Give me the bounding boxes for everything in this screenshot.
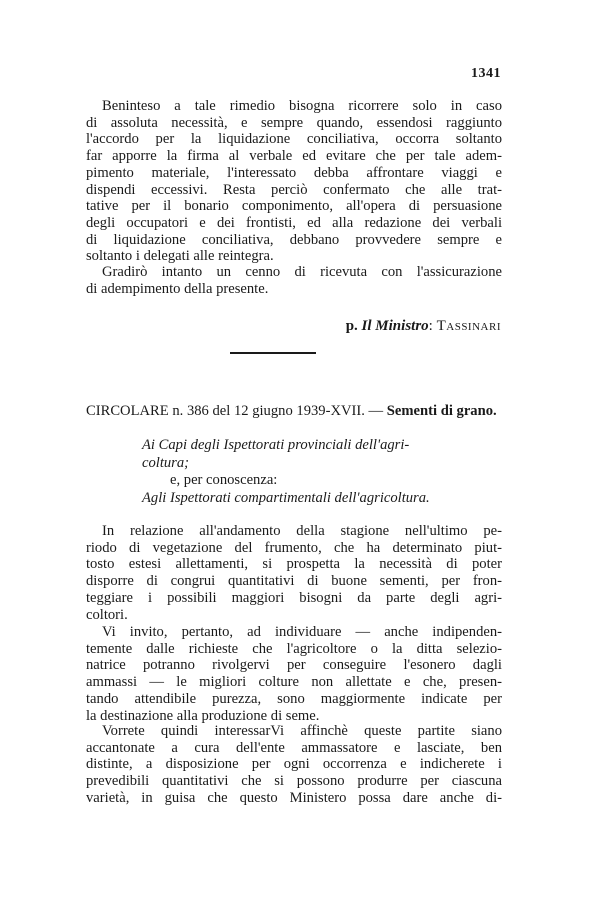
paragraph-instruction [86, 624, 502, 724]
circular-reference: CIRCOLARE n. 386 del 12 giugno 1939-XVII. [86, 403, 365, 419]
text-line: In relazione all'andamento della stagione nell'ultimo pe- [102, 523, 502, 539]
paragraph-request [86, 723, 502, 807]
text-line: Vorrete quindi interessarVi affinchè queste partite siano [102, 723, 502, 739]
text-line: tative per il bonario componimento, all'opera di persuasione [86, 198, 502, 215]
text-line: di liquidazione conciliativa, debbano provvedere sempre e [86, 231, 502, 248]
circular-subject: Sementi di grano. [386, 403, 497, 419]
text-line: varietà, in guisa che questo Ministero possa dare anche di- [86, 789, 502, 806]
signature-role: Il Ministro [361, 318, 429, 334]
text-line: tosto estesi allettamenti, si prospetta la necessità di poter [86, 556, 502, 573]
text-line: temente dalle richieste che l'agricoltore o la ditta selezio- [86, 640, 502, 657]
addressee-primary [142, 437, 409, 472]
signature [346, 318, 501, 335]
text-line: dispendi eccessivi. Resta perciò confermato che alle trat- [86, 181, 502, 198]
text-line: disporre di congrui quantitativi di buone sementi, per fron- [86, 573, 502, 590]
text-line: pimento materiale, l'interessato debba affrontare viaggi e [86, 164, 502, 181]
text-line: la destinazione alla produzione di seme. [86, 707, 320, 724]
addressee-cc-label: e, per conoscenza: [170, 472, 278, 488]
text-line: ammassi — le migliori colture non allettate e che, presen- [86, 674, 502, 691]
text-line: riodo di vegetazione del frumento, che ha determinato piut- [86, 539, 502, 556]
paragraph-remedy [86, 98, 502, 265]
text-line: Beninteso a tale rimedio bisogna ricorrere solo in caso [102, 98, 502, 114]
text-line: l'accordo per la liquidazione conciliativa, occorra soltanto [86, 131, 502, 148]
text-line: far apporre la firma al verbale ed evitare che per tale adem- [86, 148, 502, 165]
text-line: prevedibili quantitativi che si possono produrre per ciascuna [86, 773, 502, 790]
signature-name: Tassinari [436, 318, 501, 334]
circular-heading [86, 403, 502, 420]
text-line: accantonate a cura dell'ente ammassatore e lasciate, ben [86, 739, 502, 756]
text-line: distinte, a disposizione per ogni occorrenza e indicherete i [86, 756, 502, 773]
text-line: soltanto i delegati alle reintegra. [86, 248, 274, 265]
addressee-line: Ai Capi degli Ispettorati provinciali dell'agri- [142, 437, 410, 453]
text-line: teggiare i possibili maggiori bisogni da parte degli agri- [86, 589, 502, 606]
circular-dash: — [368, 403, 384, 419]
text-line: Gradirò intanto un cenno di ricevuta con l'assicurazione [102, 264, 502, 280]
section-divider [230, 352, 316, 354]
text-line: coltori. [86, 606, 128, 623]
text-line: natrice potranno rivolgervi per conseguire l'esonero dagli [86, 657, 502, 674]
signature-prefix: p. [345, 318, 358, 334]
text-line: di assoluta necessità, e sempre quando, essendosi raggiunto [86, 114, 502, 131]
paragraph-context [86, 523, 502, 623]
text-line: di adempimento della presente. [86, 280, 269, 297]
addressee-line: coltura; [142, 454, 190, 471]
text-line: tando attendibile purezza, sono maggiormente indicate per [86, 690, 502, 707]
paragraph-receipt [86, 264, 502, 297]
text-line: Vi invito, pertanto, ad individuare — anche indipenden- [102, 624, 502, 640]
addressee-secondary: Agli Ispettorati compartimentali dell'agricoltura. [142, 490, 430, 506]
signature-separator: : [428, 318, 433, 334]
text-line: degli occupatori e dei frontisti, ed alla redazione dei verbali [86, 214, 502, 231]
page-number: 1341 [471, 66, 501, 81]
